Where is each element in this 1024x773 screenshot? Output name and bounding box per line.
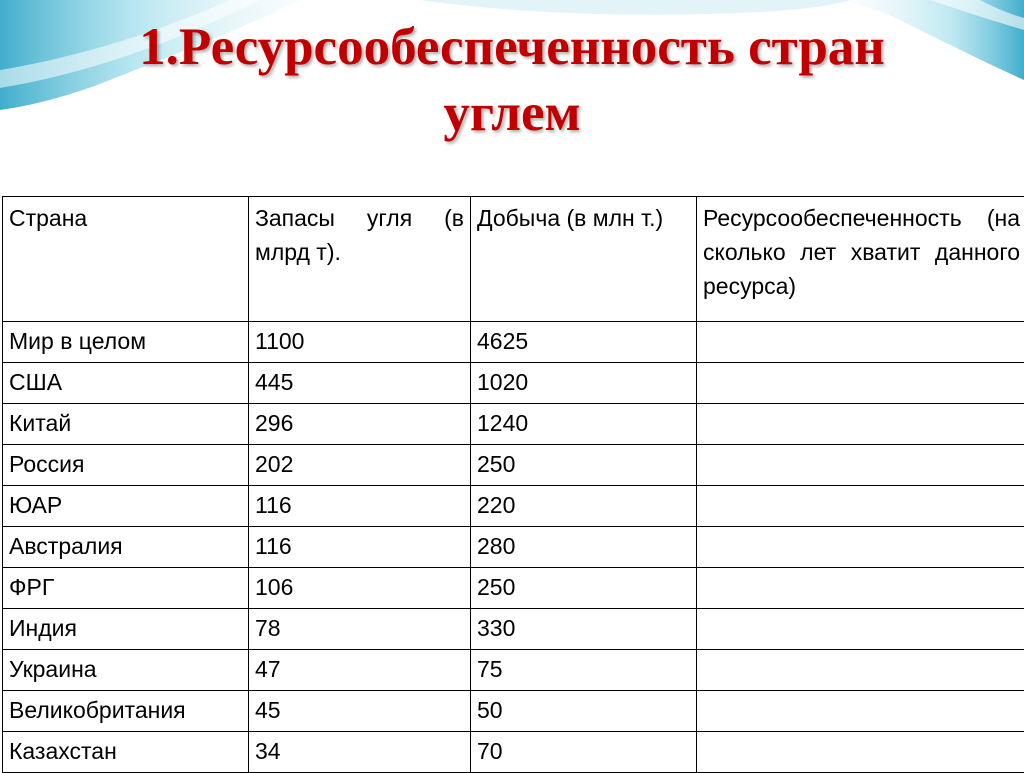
table-row <box>3 609 1024 650</box>
table-header-row <box>3 197 1024 322</box>
cell-reserves: 47 <box>249 650 471 691</box>
page-title <box>0 14 1024 146</box>
table-row <box>3 322 1024 363</box>
cell-reserves: 1100 <box>249 322 471 363</box>
cell-availability[interactable] <box>697 445 1024 486</box>
cell-country: США <box>3 363 249 404</box>
cell-production: 1240 <box>471 404 697 445</box>
cell-production: 50 <box>471 691 697 732</box>
header-production: Добыча (в млн т.) <box>471 197 697 322</box>
table-row <box>3 691 1024 732</box>
cell-country: Казахстан <box>3 732 249 773</box>
cell-reserves: 116 <box>249 486 471 527</box>
cell-availability[interactable] <box>697 322 1024 363</box>
cell-availability[interactable] <box>697 486 1024 527</box>
cell-availability[interactable] <box>697 732 1024 773</box>
cell-production: 220 <box>471 486 697 527</box>
cell-reserves: 296 <box>249 404 471 445</box>
cell-country: Индия <box>3 609 249 650</box>
cell-reserves: 106 <box>249 568 471 609</box>
cell-reserves: 116 <box>249 527 471 568</box>
header-country: Страна <box>3 197 249 322</box>
cell-availability[interactable] <box>697 609 1024 650</box>
table-row <box>3 445 1024 486</box>
table-row <box>3 404 1024 445</box>
table-row <box>3 732 1024 773</box>
cell-production: 330 <box>471 609 697 650</box>
cell-availability[interactable] <box>697 691 1024 732</box>
cell-country: ФРГ <box>3 568 249 609</box>
cell-production: 1020 <box>471 363 697 404</box>
coal-resource-table <box>2 196 1024 773</box>
coal-table-container <box>2 196 1024 773</box>
cell-country: Великобритания <box>3 691 249 732</box>
cell-availability[interactable] <box>697 404 1024 445</box>
cell-availability[interactable] <box>697 650 1024 691</box>
table-row <box>3 363 1024 404</box>
cell-country: ЮАР <box>3 486 249 527</box>
cell-production: 75 <box>471 650 697 691</box>
cell-country: Австралия <box>3 527 249 568</box>
cell-country: Украина <box>3 650 249 691</box>
cell-availability[interactable] <box>697 527 1024 568</box>
header-reserves: Запасы угля (в млрд т). <box>249 197 471 322</box>
cell-production: 70 <box>471 732 697 773</box>
cell-reserves: 202 <box>249 445 471 486</box>
cell-availability[interactable] <box>697 363 1024 404</box>
title-line-1: 1.Ресурсообеспеченность стран <box>0 14 1024 80</box>
cell-production: 250 <box>471 568 697 609</box>
header-resource-availability: Ресурсообеспеченность (на сколько лет хватит данного ресурса) <box>697 197 1024 322</box>
cell-production: 280 <box>471 527 697 568</box>
cell-availability[interactable] <box>697 568 1024 609</box>
cell-production: 250 <box>471 445 697 486</box>
cell-reserves: 78 <box>249 609 471 650</box>
cell-country: Мир в целом <box>3 322 249 363</box>
table-row <box>3 650 1024 691</box>
cell-country: Китай <box>3 404 249 445</box>
table-row <box>3 527 1024 568</box>
title-line-2: углем <box>0 80 1024 146</box>
cell-country: Россия <box>3 445 249 486</box>
cell-production: 4625 <box>471 322 697 363</box>
cell-reserves: 34 <box>249 732 471 773</box>
cell-reserves: 445 <box>249 363 471 404</box>
cell-reserves: 45 <box>249 691 471 732</box>
top-wave-band <box>420 0 850 15</box>
table-row <box>3 486 1024 527</box>
table-row <box>3 568 1024 609</box>
